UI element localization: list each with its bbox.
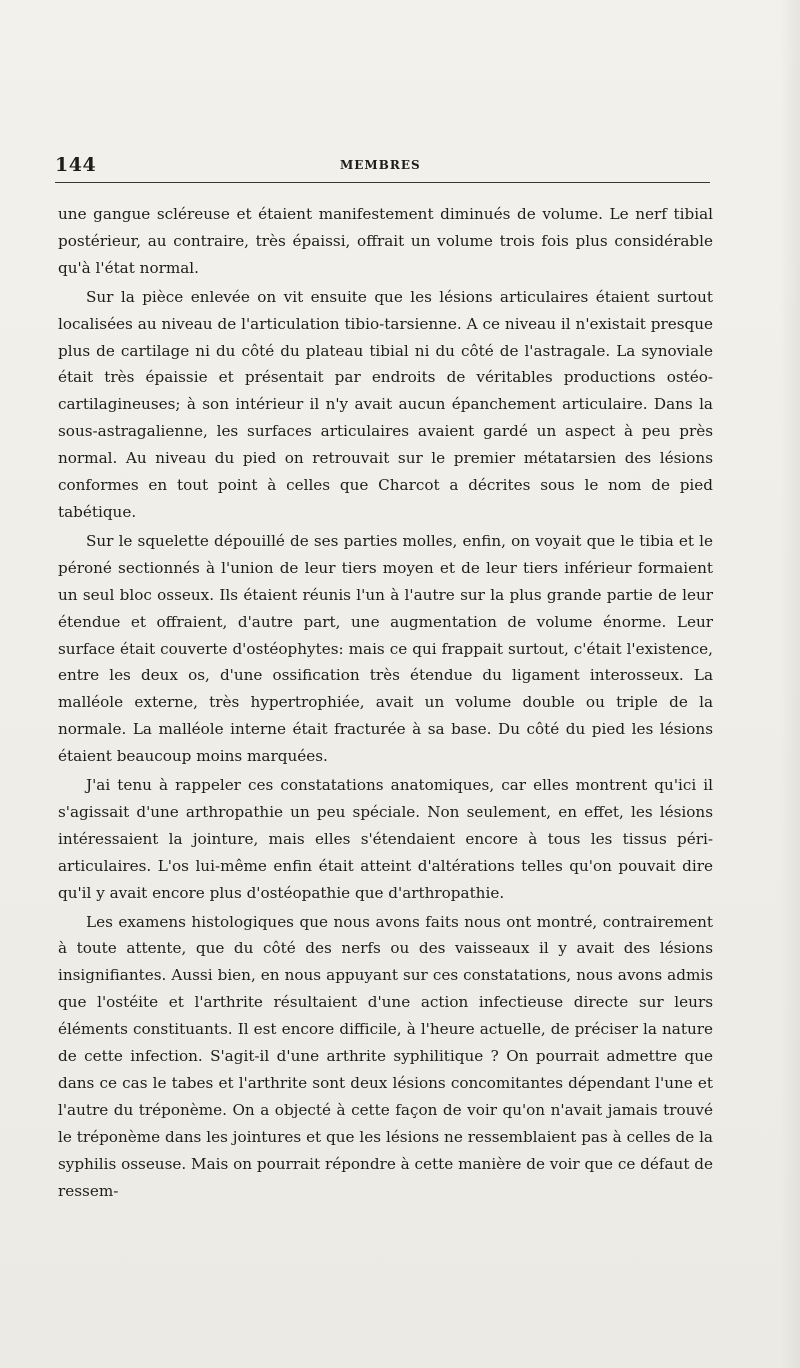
header-rule [55, 182, 710, 183]
paragraph: Sur la pièce enlevée on vit ensuite que les lésions articulaires étaient surtout localisées au niveau de l'articulation tibio-tarsienne. A ce niveau il n'existait presque plus de cartilage ni du côté du plateau tibial ni du côté de l'astragale. La synoviale était très épaissie et présentait par endroits de véritables productions ostéo-cartilagineuses; à son intérieur il n'y avait aucun épanchement articulaire. Dans la sous-astragalienne, les surfaces articulaires avaient gardé un aspect à peu près normal. Au niveau du pied on retrouvait sur le premier métatarsien des lésions conformes en tout point à celles que Charcot a décrites sous le nom de pied tabétique. [58, 287, 713, 521]
paragraph: Sur le squelette dépouillé de ses parties molles, enfin, on voyait que le tibia et le péroné sectionnés à l'union de leur tiers moyen et de leur tiers inférieur formaient un seul bloc osseux. Ils étaient réunis l'un à l'autre sur la plus grande partie de leur étendue et offraient, d'autre part, une augmentation de volume énorme. Leur surface était couverte d'ostéophytes: mais ce qui frappait surtout, c'était l'existence, entre les deux os, d'une ossification très étendue du ligament interosseux. La malléole externe, très hypertrophiée, avait un volume double ou triple de la normale. La malléole interne était fracturée à sa base. Du côté du pied les lésions étaient beaucoup moins marquées. [58, 531, 713, 766]
page-number: 144 [55, 154, 97, 176]
paragraph: Les examens histologiques que nous avons faits nous ont montré, contrairement à toute attente, que du côté des nerfs ou des vaisseaux il y avait des lésions insignifiantes. Aussi bien, en nous appuyant sur ces constatations, nous avons admis que l'ostéite et l'arthrite résultaient d'une action infectieuse directe sur leurs éléments constituants. Il est encore difficile, à l'heure actuelle, de préciser la nature de cette infection. S'agit-il d'une arthrite syphilitique ? On pourrait admettre que dans ce cas le tabes et l'arthrite sont deux lésions concomitantes dépendant l'une et l'autre du tréponème. On a objecté à cette façon de voir qu'on n'avait jamais trouvé le tréponème dans les jointures et que les lésions ne ressemblaient pas à celles de la syphilis osseuse. Mais on pourrait répondre à cette manière de voir que ce défaut de ressem- [58, 912, 713, 1200]
paragraph: J'ai tenu à rappeler ces constatations anatomiques, car elles montrent qu'ici il s'agissait d'une arthropathie un peu spéciale. Non seulement, en effet, les lésions intéressaient la jointure, mais elles s'étendaient encore à tous les tissus péri-articulaires. L'os lui-même enfin était atteint d'altérations telles qu'on pouvait dire qu'il y avait encore plus d'ostéopathie que d'arthropathie. [58, 776, 713, 902]
body-text [58, 201, 713, 1205]
page-header [55, 154, 710, 184]
paragraph: une gangue scléreuse et étaient manifestement diminués de volume. Le nerf tibial postérieur, au contraire, très épaissi, offrait un volume trois fois plus considérable qu'à l'état normal. [58, 205, 713, 277]
scan-edge-shade [780, 0, 800, 1368]
running-title: MEMBRES [340, 158, 421, 172]
